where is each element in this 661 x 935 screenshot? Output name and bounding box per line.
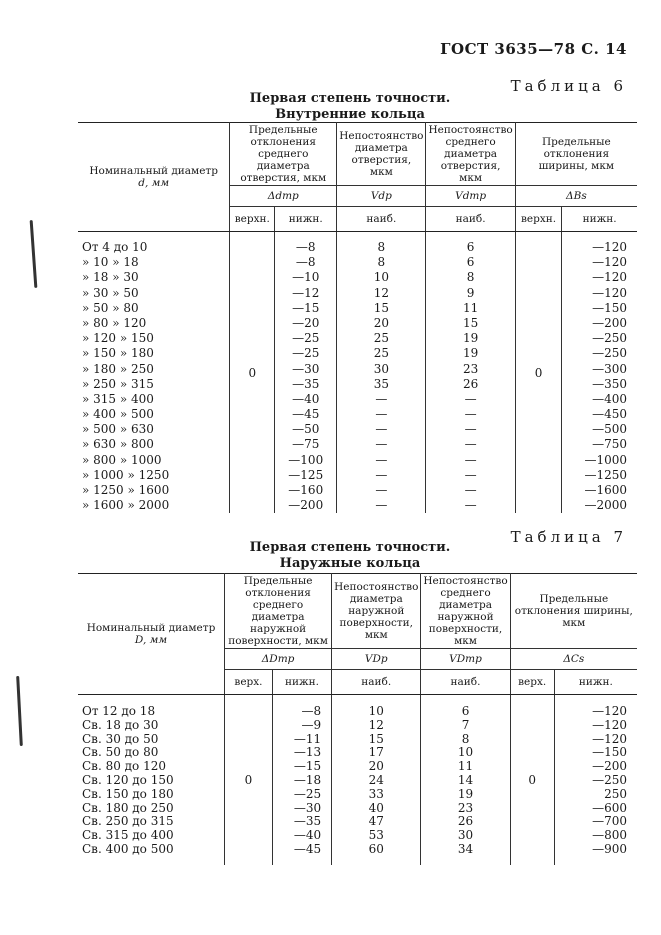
table6-vdmp-cell: — bbox=[464, 437, 477, 452]
table6-lower-w-cell: —300 bbox=[592, 361, 627, 376]
table6-lower-w-cell: —120 bbox=[592, 270, 627, 285]
table7-vdp-cell: 20 bbox=[368, 759, 384, 774]
table6-range-cell: » 30 » 50 bbox=[82, 285, 139, 300]
table6-lower-w-cell: —120 bbox=[592, 285, 627, 300]
table6-range-cell: » 80 » 120 bbox=[82, 315, 147, 330]
table6-col-vdp bbox=[337, 232, 426, 514]
table6-range-cell: » 180 » 250 bbox=[82, 361, 154, 376]
table6-vdmp-cell: — bbox=[464, 483, 477, 497]
table6-range-cell: » 18 » 30 bbox=[82, 270, 139, 285]
table7-title bbox=[220, 540, 480, 572]
page-header: ГОСТ 3635—78 С. 14 bbox=[440, 40, 627, 58]
table6-vdp-cell: 25 bbox=[373, 346, 389, 361]
table6-sub-lower: нижн. bbox=[275, 207, 337, 232]
table6-range-cell: » 800 » 1000 bbox=[82, 452, 162, 467]
table6-sym-dev: Δdmp bbox=[230, 186, 337, 207]
table7-head-dev: Предельные отклонения среднего диаметра наружной поверхности, мкм bbox=[225, 574, 332, 649]
table6-vdmp-cell: — bbox=[464, 452, 477, 467]
table6-sub-max1: наиб. bbox=[337, 207, 426, 232]
table7-range-cell: Св. 120 до 150 bbox=[82, 772, 174, 787]
table7-vdp-cell: 60 bbox=[368, 841, 384, 856]
table6-vdp-cell: — bbox=[375, 483, 388, 497]
table6-col-vdmp bbox=[426, 232, 515, 514]
table6-vdp-cell: 8 bbox=[377, 240, 386, 254]
table6-lower-dev-cell: —125 bbox=[288, 467, 324, 482]
table7-lower-dev-cell: —13 bbox=[293, 745, 322, 760]
table7-range-cell: Св. 80 до 120 bbox=[82, 759, 166, 774]
table7-sym-width: ΔCs bbox=[510, 649, 637, 670]
table7-lower-w-cell: —200 bbox=[592, 759, 627, 774]
table6-vdp-cell: 8 bbox=[377, 255, 386, 270]
table6-lower-dev-cell: —12 bbox=[292, 285, 320, 300]
table6-range-cell: » 120 » 150 bbox=[82, 331, 154, 346]
table6-vdmp-cell: 15 bbox=[462, 315, 479, 330]
table7-lower-dev-cell: —30 bbox=[293, 800, 322, 815]
table7-lower-w-cell: —120 bbox=[592, 717, 627, 732]
table7 bbox=[78, 573, 637, 865]
table7-lower-w-cell: —700 bbox=[592, 814, 627, 829]
table6-vdmp-cell: 26 bbox=[462, 376, 479, 391]
table6-upper-w: 0 bbox=[515, 232, 562, 514]
table7-vdmp-cell: 26 bbox=[457, 814, 474, 829]
table7-lower-dev-cell: —45 bbox=[293, 841, 322, 856]
binding-mark-top bbox=[30, 220, 38, 288]
table7-lower-w-cell: —800 bbox=[592, 828, 627, 843]
table7-sub-max2: наиб. bbox=[421, 670, 510, 695]
table6-lower-w-cell: —1000 bbox=[584, 452, 627, 467]
table7-range-cell: Св. 150 до 180 bbox=[82, 786, 174, 801]
table7-lower-w-cell: —120 bbox=[592, 731, 627, 746]
table6-col-ranges bbox=[78, 232, 230, 514]
table6-vdp-cell: — bbox=[375, 498, 388, 513]
table7-lower-dev-cell: —8 bbox=[301, 704, 322, 718]
table6-lower-w-cell: —150 bbox=[592, 300, 627, 315]
table6-lower-dev-cell: —160 bbox=[288, 483, 324, 497]
table7-vdmp-cell: 11 bbox=[457, 759, 474, 774]
table7-upper-dev: 0 bbox=[225, 695, 273, 865]
table6-vdp-cell: 35 bbox=[373, 376, 389, 391]
table7-lower-dev-cell: —40 bbox=[293, 828, 322, 843]
table6-vdmp-cell: 6 bbox=[466, 255, 475, 270]
table7-lower-w-cell: —600 bbox=[592, 800, 627, 815]
table6-vdp-cell: 15 bbox=[373, 300, 389, 315]
table6-vdmp-cell: 19 bbox=[462, 331, 479, 346]
table7-vdmp-cell: 14 bbox=[457, 772, 474, 787]
table6-lower-w-cell: —400 bbox=[592, 391, 627, 406]
table6-sym-var1: Vdp bbox=[337, 186, 426, 207]
table6-upper-dev: 0 bbox=[230, 232, 275, 514]
table6-vdmp-cell: 19 bbox=[462, 346, 479, 361]
table7-vdp-cell: 40 bbox=[368, 800, 384, 815]
table7-head-var2: Непостоянство среднего диаметра наружной поверхности, мкм bbox=[421, 574, 510, 649]
table6-range-cell: » 10 » 18 bbox=[82, 255, 139, 270]
table7-vdp-cell: 10 bbox=[368, 704, 384, 718]
table6-vdmp-cell: 11 bbox=[462, 300, 479, 315]
table7-lower-w-cell: —250 bbox=[592, 772, 627, 787]
table6-range-cell: » 1250 » 1600 bbox=[82, 483, 170, 497]
table6-vdp-cell: 12 bbox=[373, 285, 389, 300]
table6-lower-dev-cell: —45 bbox=[292, 407, 320, 422]
table6-range-cell: » 150 » 180 bbox=[82, 346, 154, 361]
table6-lower-dev-cell: —30 bbox=[292, 361, 320, 376]
table7-vdmp-cell: 7 bbox=[461, 717, 470, 732]
table6-vdmp-cell: — bbox=[464, 391, 477, 406]
table7-range-cell: Св. 18 до 30 bbox=[82, 717, 159, 732]
table7-title-line2: Наружные кольца bbox=[279, 556, 421, 571]
table7-label: Таблица 7 bbox=[510, 528, 627, 546]
table6-vdmp-cell: 23 bbox=[462, 361, 479, 376]
table7-vdmp-cell: 8 bbox=[461, 731, 470, 746]
table6-range-cell: » 630 » 800 bbox=[82, 437, 154, 452]
table7-range-cell: Св. 315 до 400 bbox=[82, 828, 174, 843]
table6-vdp-cell: 30 bbox=[373, 361, 389, 376]
table6-vdp-cell: — bbox=[375, 437, 388, 452]
table6-range-cell: » 315 » 400 bbox=[82, 391, 154, 406]
table6-head-var2: Непостоянство среднего диаметра отверстия, мкм bbox=[426, 123, 515, 186]
table6-vdp-cell: 25 bbox=[373, 331, 389, 346]
table7-head-nominal-text: Номинальный диаметр bbox=[86, 622, 216, 634]
table6-range-cell: » 250 » 315 bbox=[82, 376, 154, 391]
table7-sym-var2: VDmp bbox=[421, 649, 510, 670]
table6-vdmp-cell: — bbox=[464, 422, 477, 437]
table7-vdmp-cell: 23 bbox=[457, 800, 474, 815]
table6-vdp-cell: — bbox=[375, 467, 388, 482]
table7-lower-dev-cell: —18 bbox=[293, 772, 322, 787]
table7-sub-upper: верх. bbox=[225, 670, 273, 695]
table7-lower-dev-cell: —25 bbox=[293, 786, 322, 801]
table6-lower-w-cell: —350 bbox=[592, 376, 627, 391]
table6-sub-max2: наиб. bbox=[426, 207, 515, 232]
table6-label: Таблица 6 bbox=[510, 77, 627, 95]
table6-col-lower-dev bbox=[275, 232, 337, 514]
table6-lower-dev-cell: —15 bbox=[292, 300, 320, 315]
table6-vdp-cell: 20 bbox=[373, 315, 389, 330]
table7-vdmp-cell: 30 bbox=[457, 828, 474, 843]
table6-lower-dev-cell: —25 bbox=[292, 346, 320, 361]
table6-lower-w-cell: —2000 bbox=[584, 498, 627, 513]
table6-lower-dev-cell: —200 bbox=[288, 498, 324, 513]
table6-title-line1: Первая степень точности. bbox=[249, 91, 451, 106]
table6-range-cell: » 400 » 500 bbox=[82, 407, 154, 422]
table7-col-ranges bbox=[78, 695, 225, 865]
table7-vdmp-cell: 10 bbox=[457, 745, 474, 760]
table6-vdp-cell: — bbox=[375, 391, 388, 406]
table6-vdmp-cell: 8 bbox=[466, 270, 475, 285]
table6-range-cell: » 1000 » 1250 bbox=[82, 467, 170, 482]
table6-lower-w-cell: —200 bbox=[592, 315, 627, 330]
table7-range-cell: Св. 30 до 50 bbox=[82, 731, 159, 746]
table7-col-vdmp bbox=[421, 695, 510, 865]
table6-sym-var2: Vdmp bbox=[426, 186, 515, 207]
table6-head-width: Предельные отклонения ширины, мкм bbox=[515, 123, 637, 186]
table7-vdmp-cell: 19 bbox=[457, 786, 474, 801]
table6-vdp-cell: — bbox=[375, 422, 388, 437]
table7-col-lower-w bbox=[554, 695, 637, 865]
table7-vdp-cell: 33 bbox=[368, 786, 384, 801]
table7-vdmp-cell: 34 bbox=[457, 841, 474, 856]
table6-lower-dev-cell: —75 bbox=[292, 437, 320, 452]
table6-lower-w-cell: —250 bbox=[592, 331, 627, 346]
table6-lower-dev-cell: —40 bbox=[292, 391, 320, 406]
table7-range-cell: Св. 400 до 500 bbox=[82, 841, 174, 856]
table6 bbox=[78, 122, 637, 513]
table7-col-lower-dev bbox=[272, 695, 331, 865]
table7-title-line1: Первая степень точности. bbox=[249, 540, 451, 555]
table6-range-cell: » 500 » 630 bbox=[82, 422, 154, 437]
binding-mark-bottom bbox=[16, 676, 23, 746]
table7-sym-dev: ΔDmp bbox=[225, 649, 332, 670]
table7-lower-w-cell: —150 bbox=[592, 745, 627, 760]
table6-vdmp-cell: — bbox=[464, 467, 477, 482]
table7-sub-lower-w: нижн. bbox=[554, 670, 637, 695]
table6-vdp-cell: 10 bbox=[373, 270, 389, 285]
table7-col-vdp bbox=[332, 695, 421, 865]
table6-vdmp-cell: — bbox=[464, 407, 477, 422]
table6-vdmp-cell: 6 bbox=[466, 240, 475, 254]
table7-head-nominal-sym: D, мм bbox=[134, 634, 168, 646]
table7-range-cell: От 12 до 18 bbox=[82, 704, 156, 718]
table7-sub-max1: наиб. bbox=[332, 670, 421, 695]
table7-vdp-cell: 17 bbox=[368, 745, 384, 760]
table6-vdmp-cell: 9 bbox=[466, 285, 475, 300]
table6-lower-w-cell: —1250 bbox=[584, 467, 627, 482]
table6-head-nominal-sym: d, мм bbox=[138, 177, 170, 189]
table6-lower-w-cell: —1600 bbox=[584, 483, 627, 497]
table7-lower-dev-cell: —15 bbox=[293, 759, 322, 774]
table7-vdp-cell: 53 bbox=[368, 828, 384, 843]
table6-head-nominal bbox=[78, 123, 230, 232]
table6-lower-w-cell: —250 bbox=[592, 346, 627, 361]
table7-upper-w: 0 bbox=[510, 695, 554, 865]
table6-sub-upper: верхн. bbox=[230, 207, 275, 232]
table6-title bbox=[220, 91, 480, 123]
table6-vdmp-cell: — bbox=[464, 498, 477, 513]
table7-vdp-cell: 15 bbox=[368, 731, 384, 746]
table6-vdp-cell: — bbox=[375, 452, 388, 467]
table7-lower-w-cell: —900 bbox=[592, 841, 627, 856]
table6-lower-w-cell: —450 bbox=[592, 407, 627, 422]
table6-head-var1: Непостоянство диаметра отверстия, мкм bbox=[337, 123, 426, 186]
table7-vdmp-cell: 6 bbox=[461, 704, 470, 718]
table6-col-lower-w bbox=[562, 232, 637, 514]
table7-range-cell: Св. 180 до 250 bbox=[82, 800, 174, 815]
table7-range-cell: Св. 250 до 315 bbox=[82, 814, 174, 829]
table7-head-nominal bbox=[78, 574, 225, 695]
table7-lower-w-cell: —120 bbox=[592, 704, 627, 718]
table7-lower-dev-cell: —11 bbox=[293, 731, 322, 746]
table6-lower-w-cell: —120 bbox=[592, 255, 627, 270]
table7-lower-dev-cell: —35 bbox=[293, 814, 322, 829]
table7-sub-upper-w: верх. bbox=[510, 670, 554, 695]
table6-range-cell: От 4 до 10 bbox=[82, 240, 148, 254]
table6-sub-lower-w: нижн. bbox=[562, 207, 637, 232]
table6-lower-w-cell: —120 bbox=[592, 240, 627, 254]
table6-lower-dev-cell: —100 bbox=[288, 452, 324, 467]
table6-range-cell: » 1600 » 2000 bbox=[82, 498, 170, 513]
table6-lower-dev-cell: —8 bbox=[295, 240, 316, 254]
table6-lower-dev-cell: —50 bbox=[292, 422, 320, 437]
table7-sym-var1: VDp bbox=[332, 649, 421, 670]
table7-vdp-cell: 12 bbox=[368, 717, 384, 732]
table6-title-line2: Внутренние кольца bbox=[275, 107, 425, 122]
table6-vdp-cell: — bbox=[375, 407, 388, 422]
table7-head-width: Предельные отклонения ширины, мкм bbox=[510, 574, 637, 649]
table7-head-var1: Непостоянство диаметра наружной поверхности, мкм bbox=[332, 574, 421, 649]
table7-vdp-cell: 47 bbox=[368, 814, 384, 829]
table6-lower-dev-cell: —25 bbox=[292, 331, 320, 346]
table7-range-cell: Св. 50 до 80 bbox=[82, 745, 159, 760]
table6-range-cell: » 50 » 80 bbox=[82, 300, 139, 315]
table7-lower-w-cell: 250 bbox=[604, 786, 627, 801]
table6-sub-upper-w: верхн. bbox=[515, 207, 562, 232]
table6-sym-width: ΔBs bbox=[515, 186, 637, 207]
table6-lower-dev-cell: —8 bbox=[295, 255, 316, 270]
table6-head-nominal-text: Номинальный диаметр bbox=[89, 165, 218, 177]
table6-head-dev: Предельные отклонения среднего диаметра отверстия, мкм bbox=[230, 123, 337, 186]
table6-lower-dev-cell: —20 bbox=[292, 315, 320, 330]
table6-lower-dev-cell: —10 bbox=[292, 270, 320, 285]
table6-lower-w-cell: —750 bbox=[592, 437, 627, 452]
table6-lower-dev-cell: —35 bbox=[292, 376, 320, 391]
table7-lower-dev-cell: —9 bbox=[301, 717, 322, 732]
table7-sub-lower: нижн. bbox=[272, 670, 331, 695]
table7-vdp-cell: 24 bbox=[368, 772, 384, 787]
table6-lower-w-cell: —500 bbox=[592, 422, 627, 437]
